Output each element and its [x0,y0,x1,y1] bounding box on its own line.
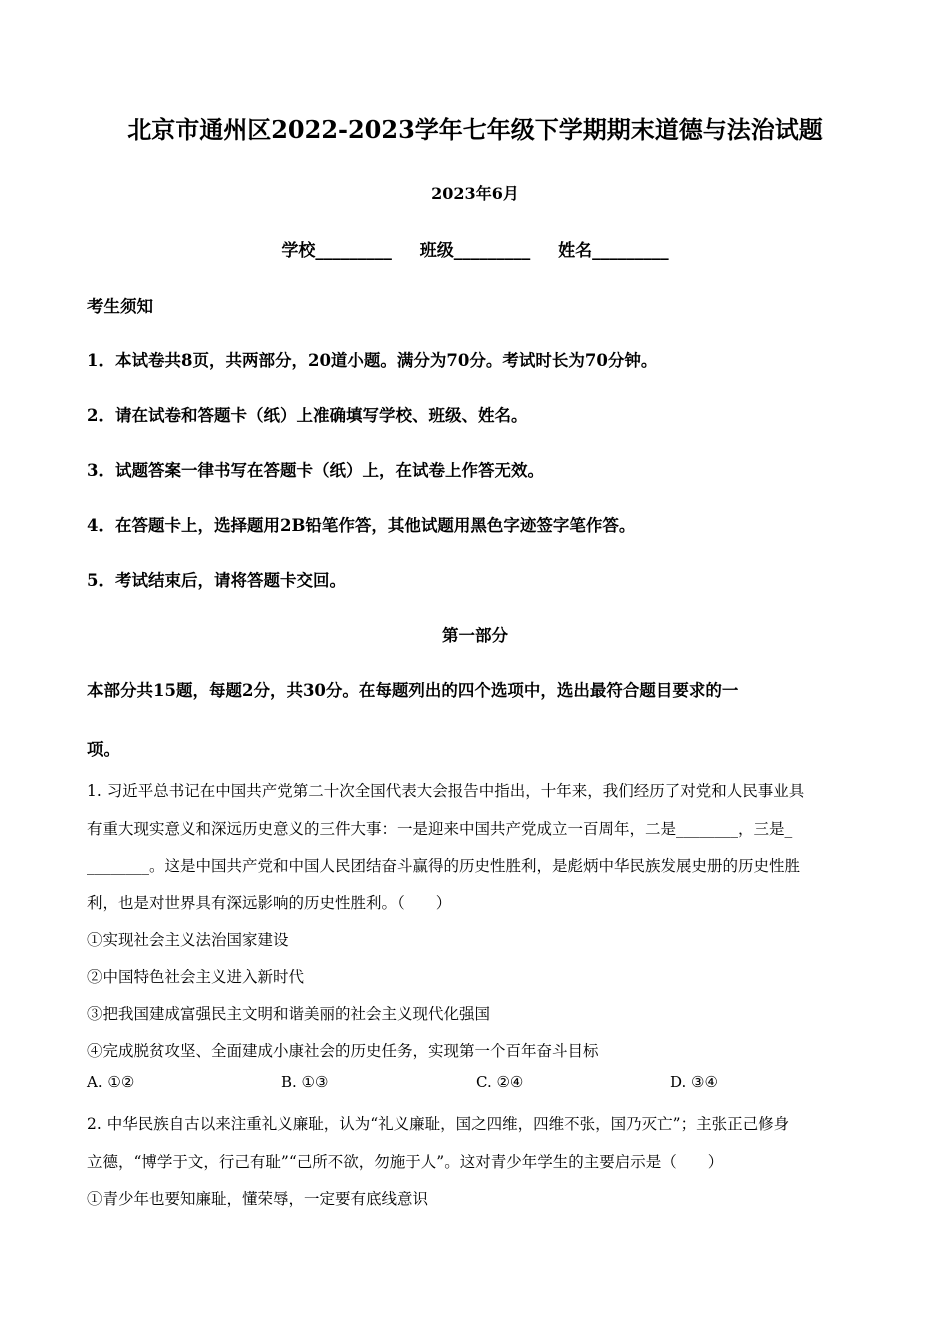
notice-item: 4．在答题卡上，选择题用2B铅笔作答，其他试题用黑色字迹签字笔作答。 [87,516,636,535]
question-2-text: 立德，“博学于文，行己有耻”“己所不欲，勿施于人”。这对青少年学生的主要启示是（ ） [87,1153,724,1171]
notice-heading: 考生须知 [87,297,153,316]
option-b[interactable]: B. ①③ [281,1073,329,1091]
question-1-text: 利，也是对世界具有深远影响的历史性胜利。（ ） [87,894,452,912]
question-1-text: 1. 习近平总书记在中国共产党第二十次全国代表大会报告中指出，十年来，我们经历了对党和人民事业具 [87,782,805,800]
option-c[interactable]: C. ②④ [476,1073,524,1091]
question-2-text: 2. 中华民族自古以来注重礼义廉耻，认为“礼义廉耻，国之四维，四维不张，国乃灭亡”；主张正己修身 [87,1115,790,1133]
question-1-text: ________。这是中国共产党和中国人民团结奋斗赢得的历史性胜利，是彪炳中华民族发展史册的历史性胜 [87,857,801,875]
option-d[interactable]: D. ③④ [670,1073,718,1091]
part-instruction-continued: 项。 [87,740,120,759]
question-1-text: 有重大现实意义和深远历史意义的三件大事：一是迎来中国共产党成立一百周年，二是________，三是_ [87,820,793,838]
notice-item: 3．试题答案一律书写在答题卡（纸）上，在试卷上作答无效。 [87,461,544,480]
question-1-statement: ①实现社会主义法治国家建设 [87,931,289,949]
name-field[interactable]: 姓名_________ [558,241,669,261]
part-instruction: 本部分共15题，每题2分，共30分。在每题列出的四个选项中，选出最符合题目要求的一 [87,681,739,700]
question-1-statement: ②中国特色社会主义进入新时代 [87,968,305,986]
student-info-fields [0,236,950,261]
question-1-statement: ④完成脱贫攻坚、全面建成小康社会的历史任务，实现第一个百年奋斗目标 [87,1042,599,1060]
notice-item: 1．本试卷共8页，共两部分，20道小题。满分为70分。考试时长为70分钟。 [87,351,658,370]
exam-date: 2023年6月 [431,184,519,203]
notice-item: 2．请在试卷和答题卡（纸）上准确填写学校、班级、姓名。 [87,406,528,425]
school-field[interactable]: 学校_________ [281,241,392,261]
question-1-statement: ③把我国建成富强民主文明和谐美丽的社会主义现代化强国 [87,1005,491,1023]
notice-item: 5．考试结束后，请将答题卡交回。 [87,571,346,590]
question-2-statement: ①青少年也要知廉耻，懂荣辱，一定要有底线意识 [87,1190,429,1208]
option-a[interactable]: A. ①② [87,1073,135,1091]
part-heading: 第一部分 [442,626,508,645]
class-field[interactable]: 班级_________ [419,241,531,261]
exam-title: 北京市通州区2022-2023学年七年级下学期期末道德与法治试题 [127,115,823,144]
